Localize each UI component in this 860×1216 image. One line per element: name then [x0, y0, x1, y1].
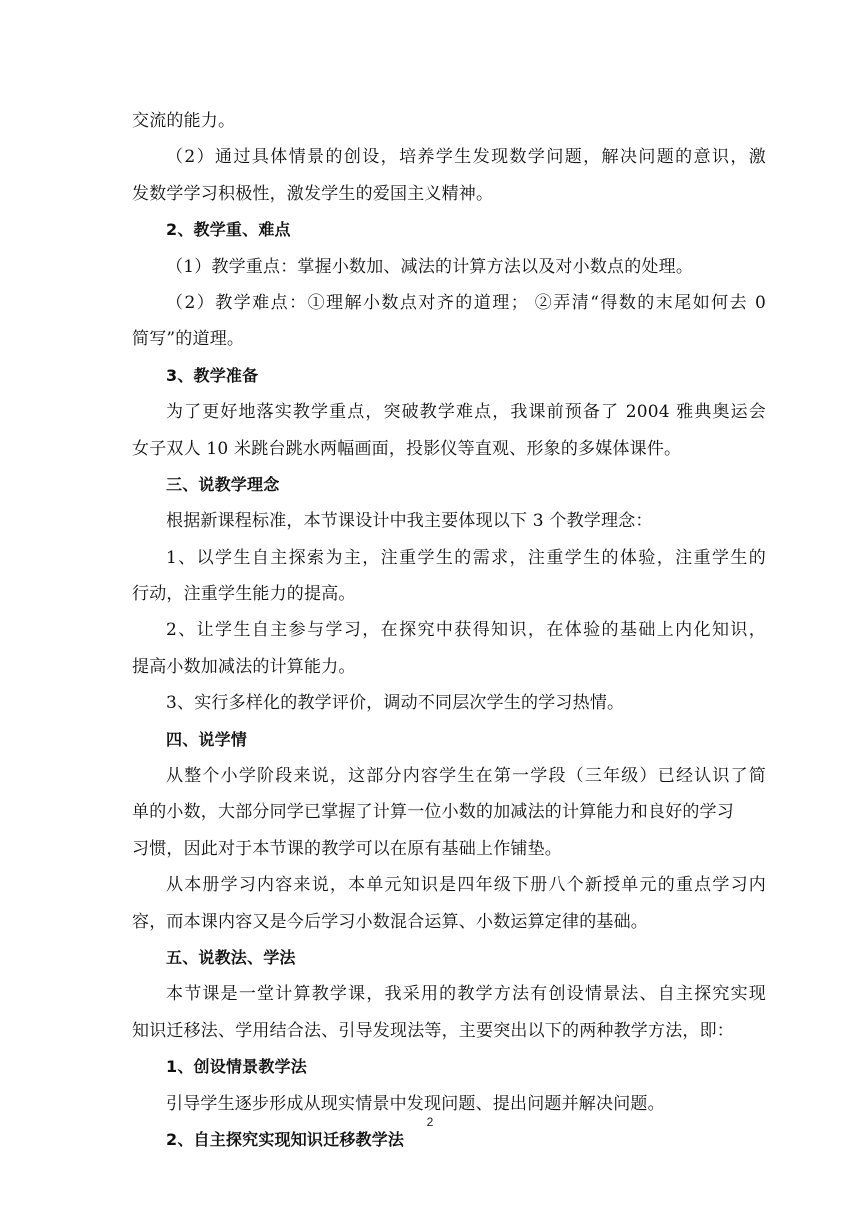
text-line: 提高小数加减法的计算能力。 [132, 656, 356, 677]
text-line: 3、实行多样化的教学评价，调动不同层次学生的学习热情。 [166, 693, 625, 714]
text-line: 发数学学习积极性，激发学生的爱国主义精神。 [132, 183, 494, 204]
section-heading: 1、创设情景教学法 [166, 1057, 307, 1077]
text-line: 女子双人 10 米跳台跳水两幅画面，投影仪等直观、形象的多媒体课件。 [132, 438, 682, 459]
text-line: 为了更好地落实教学重点，突破教学难点，我课前预备了 2004 雅典奥运会 [166, 402, 766, 423]
text-line: 简写”的道理。 [132, 329, 245, 350]
text-line: 1、以学生自主探索为主，注重学生的需求，注重学生的体验，注重学生的 [166, 547, 766, 568]
section-heading: 2、自主探究实现知识迁移教学法 [166, 1129, 405, 1149]
section-heading: 三、说教学理念 [166, 474, 280, 494]
text-line: 引导学生逐步形成从现实情景中发现问题、提出问题并解决问题。 [166, 1093, 665, 1114]
section-heading: 五、说教法、学法 [166, 947, 296, 967]
text-line: 习惯，因此对于本节课的教学可以在原有基础上作铺垫。 [132, 838, 562, 859]
text-line: （2）教学难点：①理解小数点对齐的道理； ②弄清“得数的末尾如何去 0 [166, 292, 766, 313]
section-heading: 3、教学准备 [166, 365, 259, 385]
text-line: 知识迁移法、学用结合法、引导发现法等，主要突出以下的两种教学方法，即： [132, 1020, 734, 1041]
text-line: 根据新课程标准，本节课设计中我主要体现以下 3 个教学理念： [166, 511, 653, 532]
text-line: 单的小数，大部分同学已掌握了计算一位小数的加减法的计算能力和良好的学习 [132, 802, 734, 823]
section-heading: 四、说学情 [166, 729, 248, 749]
page-number: 2 [426, 1115, 434, 1129]
text-line: 从整个小学阶段来说，这部分内容学生在第一学段（三年级）已经认识了简 [166, 766, 766, 787]
text-line: 容，而本课内容又是今后学习小数混合运算、小数运算定律的基础。 [132, 911, 648, 932]
text-line: 行动，注重学生能力的提高。 [132, 584, 356, 605]
section-heading: 2、教学重、难点 [166, 220, 291, 240]
text-line: 从本册学习内容来说，本单元知识是四年级下册八个新授单元的重点学习内 [166, 875, 766, 896]
text-line: （1）教学重点：掌握小数加、减法的计算方法以及对小数点的处理。 [166, 256, 694, 277]
document-body [132, 103, 766, 1158]
text-line: 本节课是一堂计算教学课，我采用的教学方法有创设情景法、自主探究实现 [166, 984, 766, 1005]
text-line: 交流的能力。 [132, 111, 236, 131]
text-line: （2）通过具体情景的创设，培养学生发现数学问题，解决问题的意识，激 [166, 147, 766, 168]
text-line: 2、让学生自主参与学习，在探究中获得知识，在体验的基础上内化知识， [166, 620, 766, 641]
